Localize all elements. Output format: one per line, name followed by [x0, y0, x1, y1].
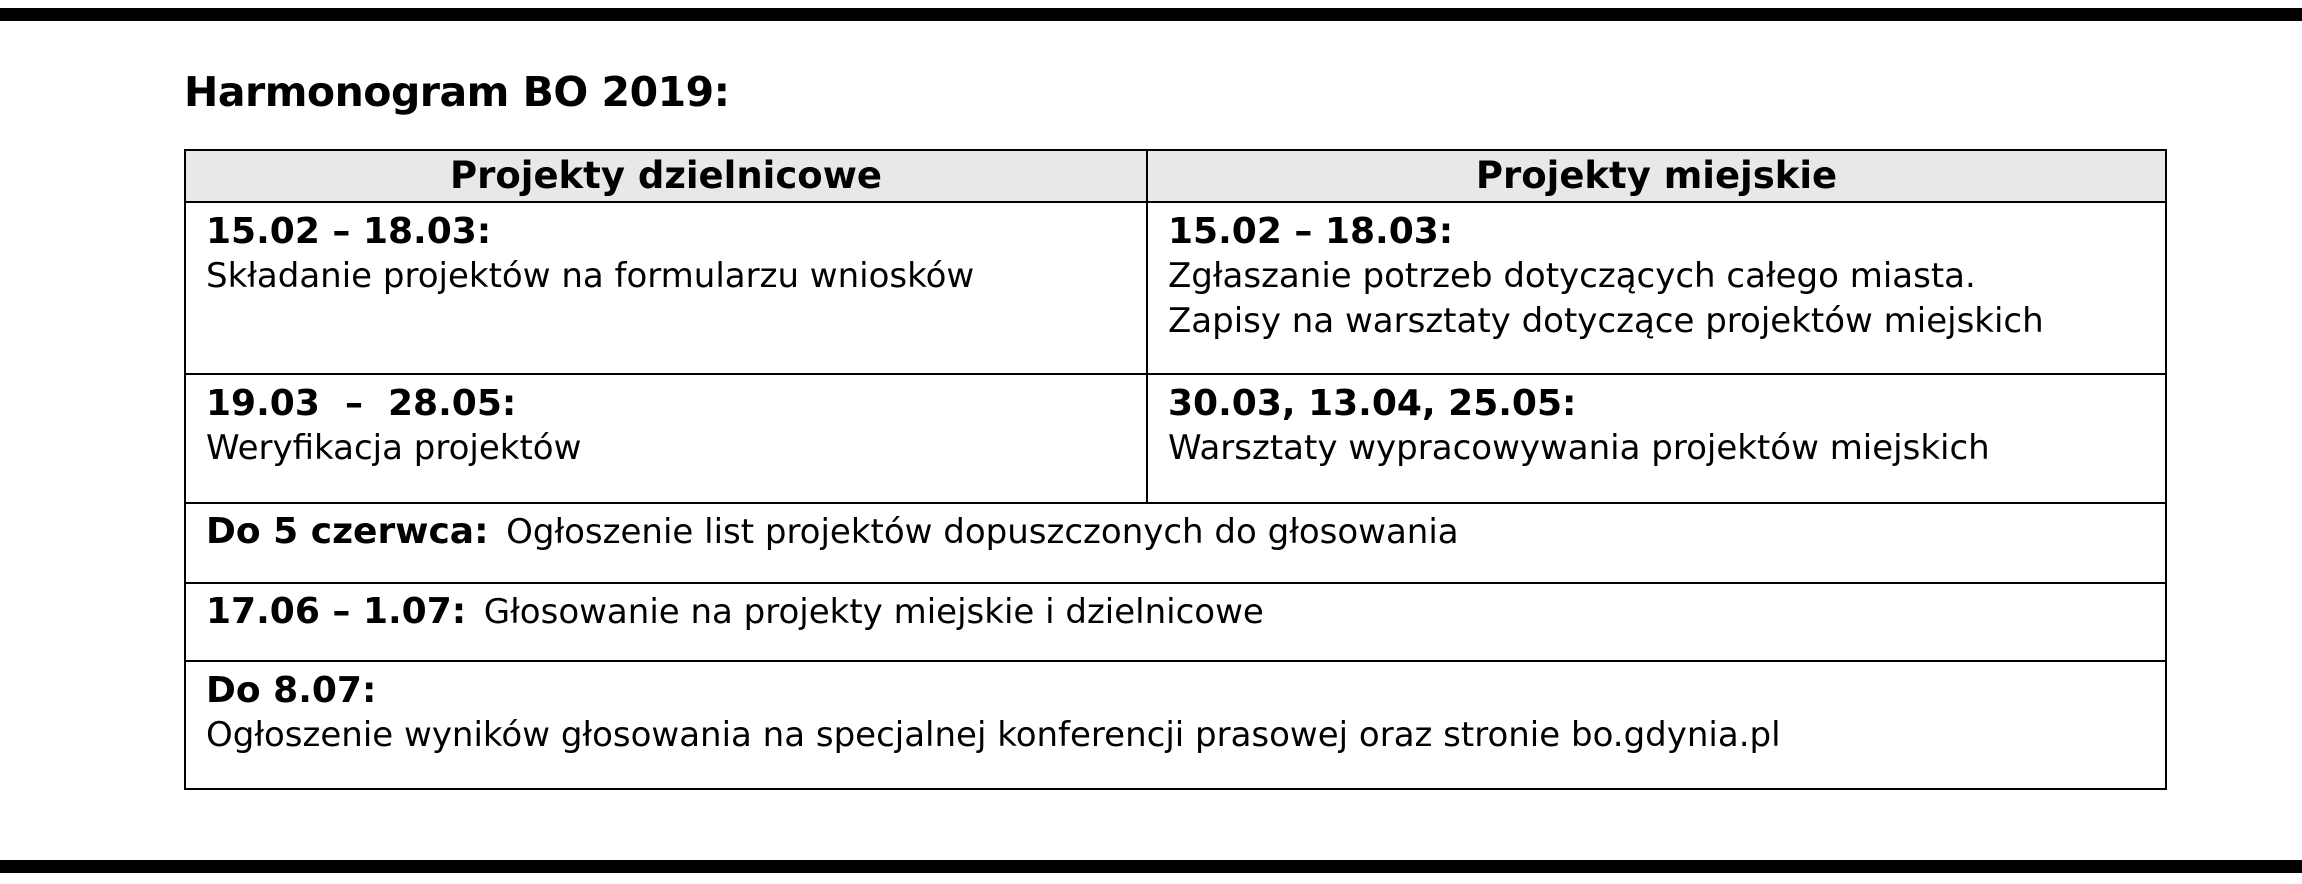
date-label: Do 8.07: [206, 670, 377, 711]
cell-city-needs [1147, 202, 2166, 374]
page-title: Harmonogram BO 2019: [184, 68, 730, 116]
header-city-projects: Projekty miejskie [1147, 150, 2166, 202]
date-label: Do 5 czerwca: [206, 511, 502, 552]
header-district-projects: Projekty dzielnicowe [185, 150, 1147, 202]
table-row [185, 202, 2166, 374]
description: Ogłoszenie list projektów dopuszczonych do głosowania [506, 512, 1459, 552]
cell-voting [185, 583, 2166, 661]
date-range: 19.03 – 28.05: [206, 383, 517, 424]
description: Zapisy na warsztaty dotyczące projektów miejskich [1168, 301, 2044, 341]
description: Składanie projektów na formularzu wniosków [206, 256, 975, 296]
cell-city-workshops [1147, 374, 2166, 503]
description: Zgłaszanie potrzeb dotyczących całego miasta. [1168, 256, 1976, 296]
top-rule [0, 8, 2302, 21]
bottom-rule [0, 860, 2302, 873]
schedule-table [184, 149, 2167, 790]
table-header-row [185, 150, 2166, 202]
table-row [185, 503, 2166, 583]
description: Głosowanie na projekty miejskie i dzielnicowe [483, 592, 1264, 632]
date-range: 17.06 – 1.07: [206, 591, 479, 632]
table-row [185, 661, 2166, 789]
cell-district-verification [185, 374, 1147, 503]
description: Warsztaty wypracowywania projektów miejskich [1168, 428, 1990, 468]
date-range: 15.02 – 18.03: [1168, 211, 1454, 252]
table-row [185, 583, 2166, 661]
date-range: 15.02 – 18.03: [206, 211, 492, 252]
cell-district-submission [185, 202, 1147, 374]
table-row [185, 374, 2166, 503]
description: Weryfikacja projektów [206, 428, 582, 468]
description: Ogłoszenie wyników głosowania na specjalnej konferencji prasowej oraz stronie bo.gdynia.pl [206, 715, 1781, 755]
date-list: 30.03, 13.04, 25.05: [1168, 383, 1577, 424]
cell-list-announcement [185, 503, 2166, 583]
cell-results-announcement [185, 661, 2166, 789]
